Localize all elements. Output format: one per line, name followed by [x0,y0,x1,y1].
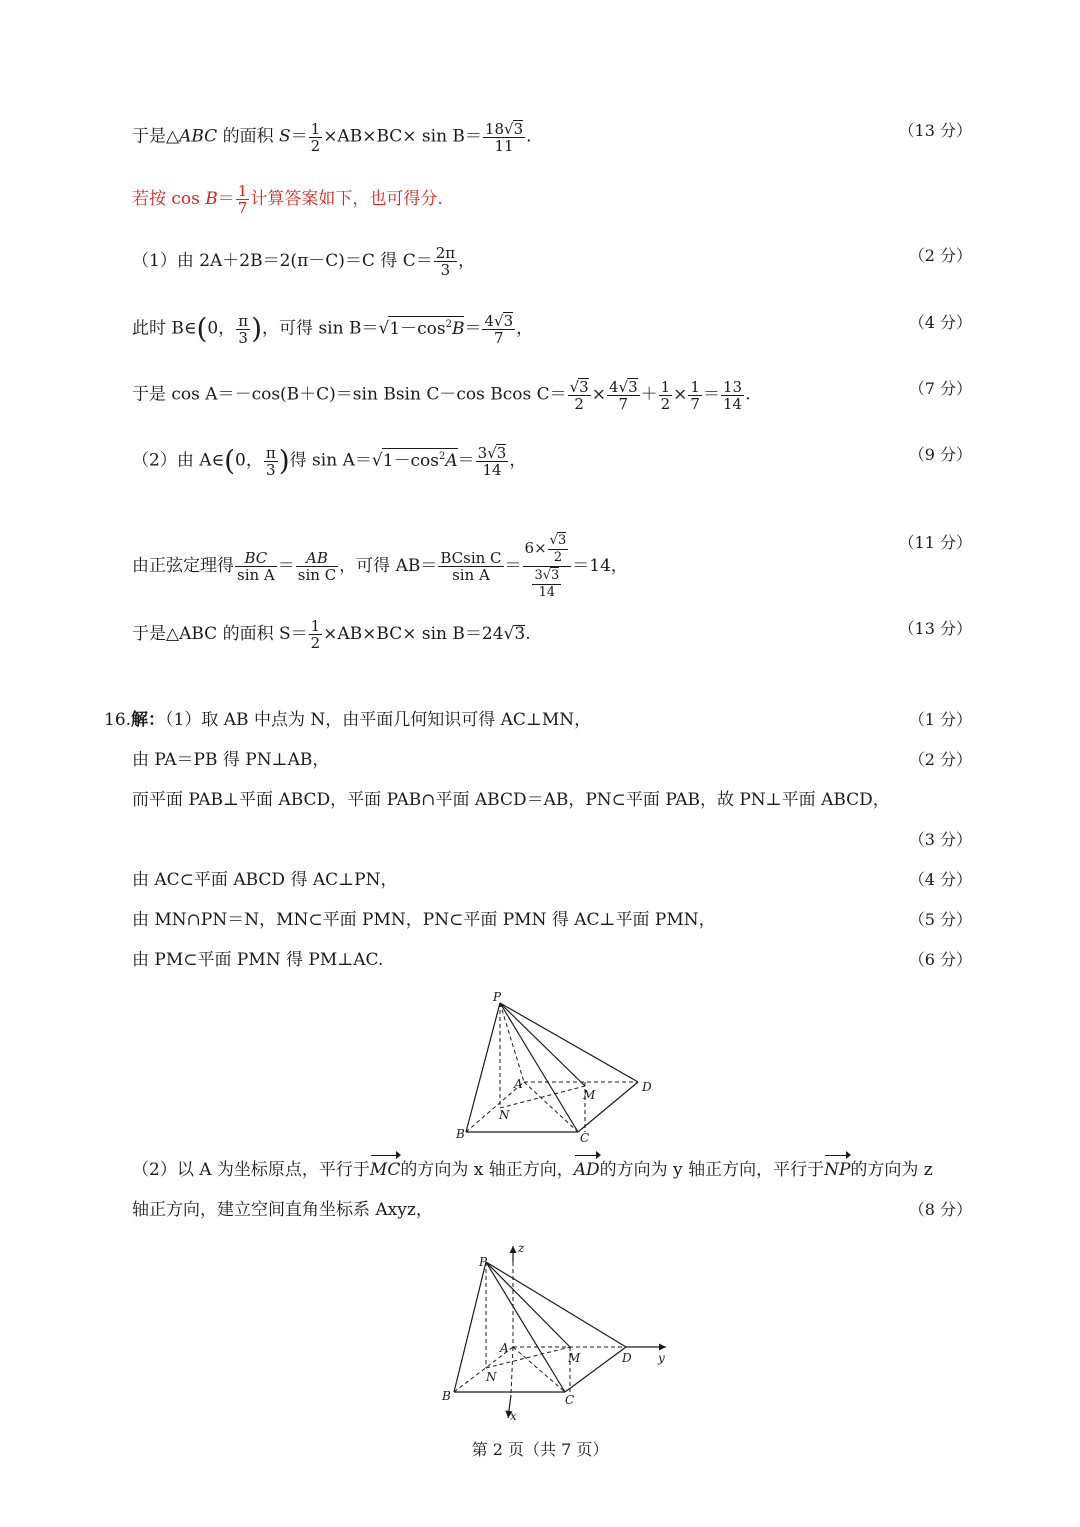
pyramid-figure-2-axes [436,1238,676,1426]
score: （2 分） [908,246,972,265]
sinA-line: （2）由 A∈(0， $\frac{\pi}{3}$ )得 $\sin A=√1-\cos^2A=$ $\frac{3√3}{14}$ ， （9 分） [132,443,972,479]
score: （9 分） [908,445,972,464]
label-A: A [514,1077,523,1091]
label-M: M [568,1351,581,1365]
label-P: P [479,1255,488,1269]
sine-law-line: 由正弦定理得 $\frac{BC}{\text{sin A}}$ ＝ $\frac{AB}{\text{sin C}}$ ，可得 AB＝ $\frac{\text{BCsin C}}{\text{sin A}}$ ＝ 6× $\frac{√3}{2}$ $\frac{3√3}{14}$ ＝14， （11 分） [132,533,972,600]
label-D: D [642,1080,652,1094]
q16-line-5: 由 MN∩PN＝N，MN⊂平面 PMN，PN⊂平面 PMN 得 AC⊥平面 PMN， （5 分） [132,910,972,930]
sinB-line: 此时 B∈(0， $\frac{\pi}{3}$ )，可得 $\sin B=√1-\cos^2B=$ $\frac{4√3}{7}$ ， （4 分） [132,311,972,347]
score: （13 分） [898,619,972,638]
pyramid-figure-1 [440,988,670,1146]
area-line-1: 于是△ABC 的面积 S＝ $\frac{1}{2}$ ×AB×BC× sin B＝ $\frac{18√3}{11}$ . （13 分） [132,119,972,155]
axis-y: y [658,1351,665,1365]
axis-z: z [518,1241,525,1255]
cosA-line: 于是 cos A＝－cos(B＋C)＝sin Bsin C－cos Bcos C＝ $\frac{√3}{2}$ × $\frac{4√3}{7}$ ＋ $\frac{1}{2}$ × $\frac{1}{7}$ ＝ $\frac{13}{14}$ . （7 分） [132,377,972,413]
score: （7 分） [908,379,972,398]
q16-part2-line-1: （2）以 A 为坐标原点，平行于MC的方向为 x 轴正方向，AD的方向为 y 轴正方向，平行于NP的方向为 z [132,1160,933,1180]
question-number: 16. [104,710,132,730]
q16-line-1: 16.解：（1）取 AB 中点为 N，由平面几何知识可得 AC⊥MN， （1 分） [104,710,972,730]
label-D: D [622,1351,632,1365]
q16-line-6: 由 PM⊂平面 PMN 得 PM⊥AC. （6 分） [132,950,972,970]
area-line-2: 于是△ABC 的面积 S＝ $\frac{1}{2}$ ×AB×BC× sin B＝24√3. （13 分） [132,617,972,652]
label-B: B [456,1127,465,1141]
part1-line: （1）由 2A＋2B＝2(π－C)＝C 得 C＝ $\frac{2\pi}{3}$ ， （2 分） [132,244,972,279]
score: （11 分） [898,533,972,552]
label-C: C [565,1393,575,1407]
axis-x: x [510,1409,517,1423]
label-B: B [442,1389,451,1403]
label-M: M [583,1088,596,1102]
label-P: P [493,990,502,1004]
q16-part2-line-2: 轴正方向，建立空间直角坐标系 Axyz， （8 分） [132,1200,972,1220]
label-N: N [486,1370,497,1384]
q16-line-2: 由 PA＝PB 得 PN⊥AB， （2 分） [132,750,972,770]
label-C: C [580,1131,590,1145]
score: （4 分） [908,313,972,332]
page-footer: 第 2 页（共 7 页） [471,1440,609,1459]
q16-line-4: 由 AC⊂平面 ABCD 得 AC⊥PN， （4 分） [132,870,972,890]
label-N: N [499,1108,510,1122]
label-A: A [500,1341,509,1355]
q16-line-3: 而平面 PAB⊥平面 ABCD，平面 PAB∩平面 ABCD＝AB，PN⊂平面 PAB，故 PN⊥平面 ABCD， [132,790,890,810]
alt-note: 若按 cos B＝ $\frac{1}{7}$ 计算答案如下，也可得分. [132,182,443,217]
score: （13 分） [898,121,972,140]
